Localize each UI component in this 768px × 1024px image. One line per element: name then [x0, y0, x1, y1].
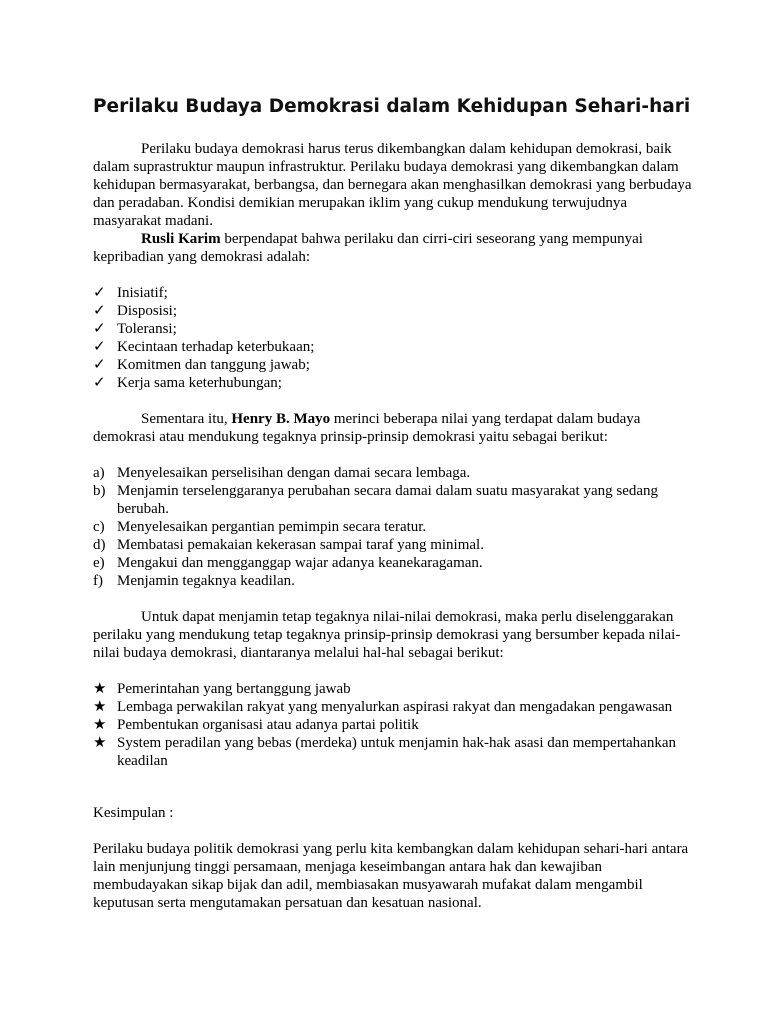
list-letter: b): [93, 483, 106, 499]
list-item: ★ System peradilan yang bebas (merdeka) untuk menjamin hak-hak asasi dan mempertahankan keadilan: [93, 735, 676, 769]
list-item: ✓ Inisiatif;: [93, 285, 168, 301]
henry-mayo-paragraph: Sementara itu, Henry B. Mayo merinci beberapa nilai yang terdapat dalam budaya demokrasi atau mendukung tegaknya prinsip-prinsip demokrasi yaitu sebagai berikut:: [93, 411, 641, 445]
star-list: [93, 680, 693, 770]
conclusion-heading: Kesimpulan :: [93, 805, 174, 821]
checkmark-icon: ✓: [93, 303, 106, 319]
checkmark-icon: ✓: [93, 321, 106, 337]
checkmark-icon: ✓: [93, 285, 106, 301]
list-letter: a): [93, 465, 105, 481]
list-item: a) Menyelesaikan perselisihan dengan damai secara lembaga.: [93, 465, 471, 481]
maintenance-paragraph: Untuk dapat menjamin tetap tegaknya nilai-nilai demokrasi, maka perlu diselenggarakan perilaku yang mendukung tetap tegaknya prinsip-prinsip demokrasi yang bersumber kepada nilai-nilai budaya demokrasi, diantaranya melalui hal-hal sebagai berikut:: [93, 609, 681, 661]
star-icon: ★: [93, 681, 107, 697]
checkmark-icon: ✓: [93, 357, 106, 373]
list-item: ✓ Kecintaan terhadap keterbukaan;: [93, 339, 315, 355]
rusli-karim-text: berpendapat bahwa perilaku dan cirri-ciri seseorang yang mempunyai kepribadian yang demokrasi adalah:: [93, 231, 643, 265]
list-letter: c): [93, 519, 105, 535]
author-name-henry-mayo: Henry B. Mayo: [231, 411, 331, 427]
document-title: Perilaku Budaya Demokrasi dalam Kehidupan Sehari-hari: [93, 96, 691, 117]
conclusion-paragraph: Perilaku budaya politik demokrasi yang perlu kita kembangkan dalam kehidupan sehari-hari antara lain menjunjung tinggi persamaan, menjaga keseimbangan antara hak dan kewajiban membudayakan sikap bijak dan adil, membiasakan musyawarah mufakat dalam mengambil keputusan serta mengutamakan persatuan dan kesatuan nasional.: [93, 841, 689, 911]
intro-paragraph: Perilaku budaya demokrasi harus terus dikembangkan dalam kehidupan demokrasi, baik dalam suprastruktur maupun infrastruktur. Perilaku budaya demokrasi yang dikembangkan dalam kehidupan bermasyarakat, berbangsa, dan bernegara akan menghasilkan demokrasi yang berbudaya dan peradaban. Kondisi demikian merupakan iklim yang cukup mendukung terwujudnya masyarakat madani.: [93, 141, 692, 229]
list-item: c) Menyelesaikan pergantian pemimpin secara teratur.: [93, 519, 427, 535]
star-icon: ★: [93, 735, 107, 751]
list-item: f) Menjamin tegaknya keadilan.: [93, 573, 295, 589]
list-item: ✓ Kerja sama keterhubungan;: [93, 375, 282, 391]
list-item: ✓ Disposisi;: [93, 303, 178, 319]
checkmark-icon: ✓: [93, 375, 106, 391]
list-item: ✓ Toleransi;: [93, 321, 177, 337]
rusli-karim-paragraph: [93, 230, 693, 266]
list-item: e) Mengakui dan mengganggap wajar adanya keanekaragaman.: [93, 555, 483, 571]
list-item: ★ Pemerintahan yang bertanggung jawab: [93, 681, 351, 697]
list-item: d) Membatasi pemakaian kekerasan sampai taraf yang minimal.: [93, 537, 484, 553]
list-letter: f): [93, 573, 103, 589]
author-name-rusli-karim: Rusli Karim: [141, 231, 221, 247]
list-item: ★ Lembaga perwakilan rakyat yang menyalurkan aspirasi rakyat dan mengadakan pengawasan: [93, 699, 673, 715]
checkmark-icon: ✓: [93, 339, 106, 355]
list-item: ✓ Komitmen dan tanggung jawab;: [93, 357, 310, 373]
list-letter: d): [93, 537, 106, 553]
star-icon: ★: [93, 699, 107, 715]
star-icon: ★: [93, 717, 107, 733]
list-item: b) Menjamin terselenggaranya perubahan secara damai dalam suatu masyarakat yang sedang berubah.: [93, 483, 659, 517]
list-letter: e): [93, 555, 105, 571]
lettered-list: [93, 464, 693, 590]
list-item: ★ Pembentukan organisasi atau adanya partai politik: [93, 717, 419, 733]
document-body: [93, 140, 693, 912]
checkmark-list: [93, 284, 693, 392]
